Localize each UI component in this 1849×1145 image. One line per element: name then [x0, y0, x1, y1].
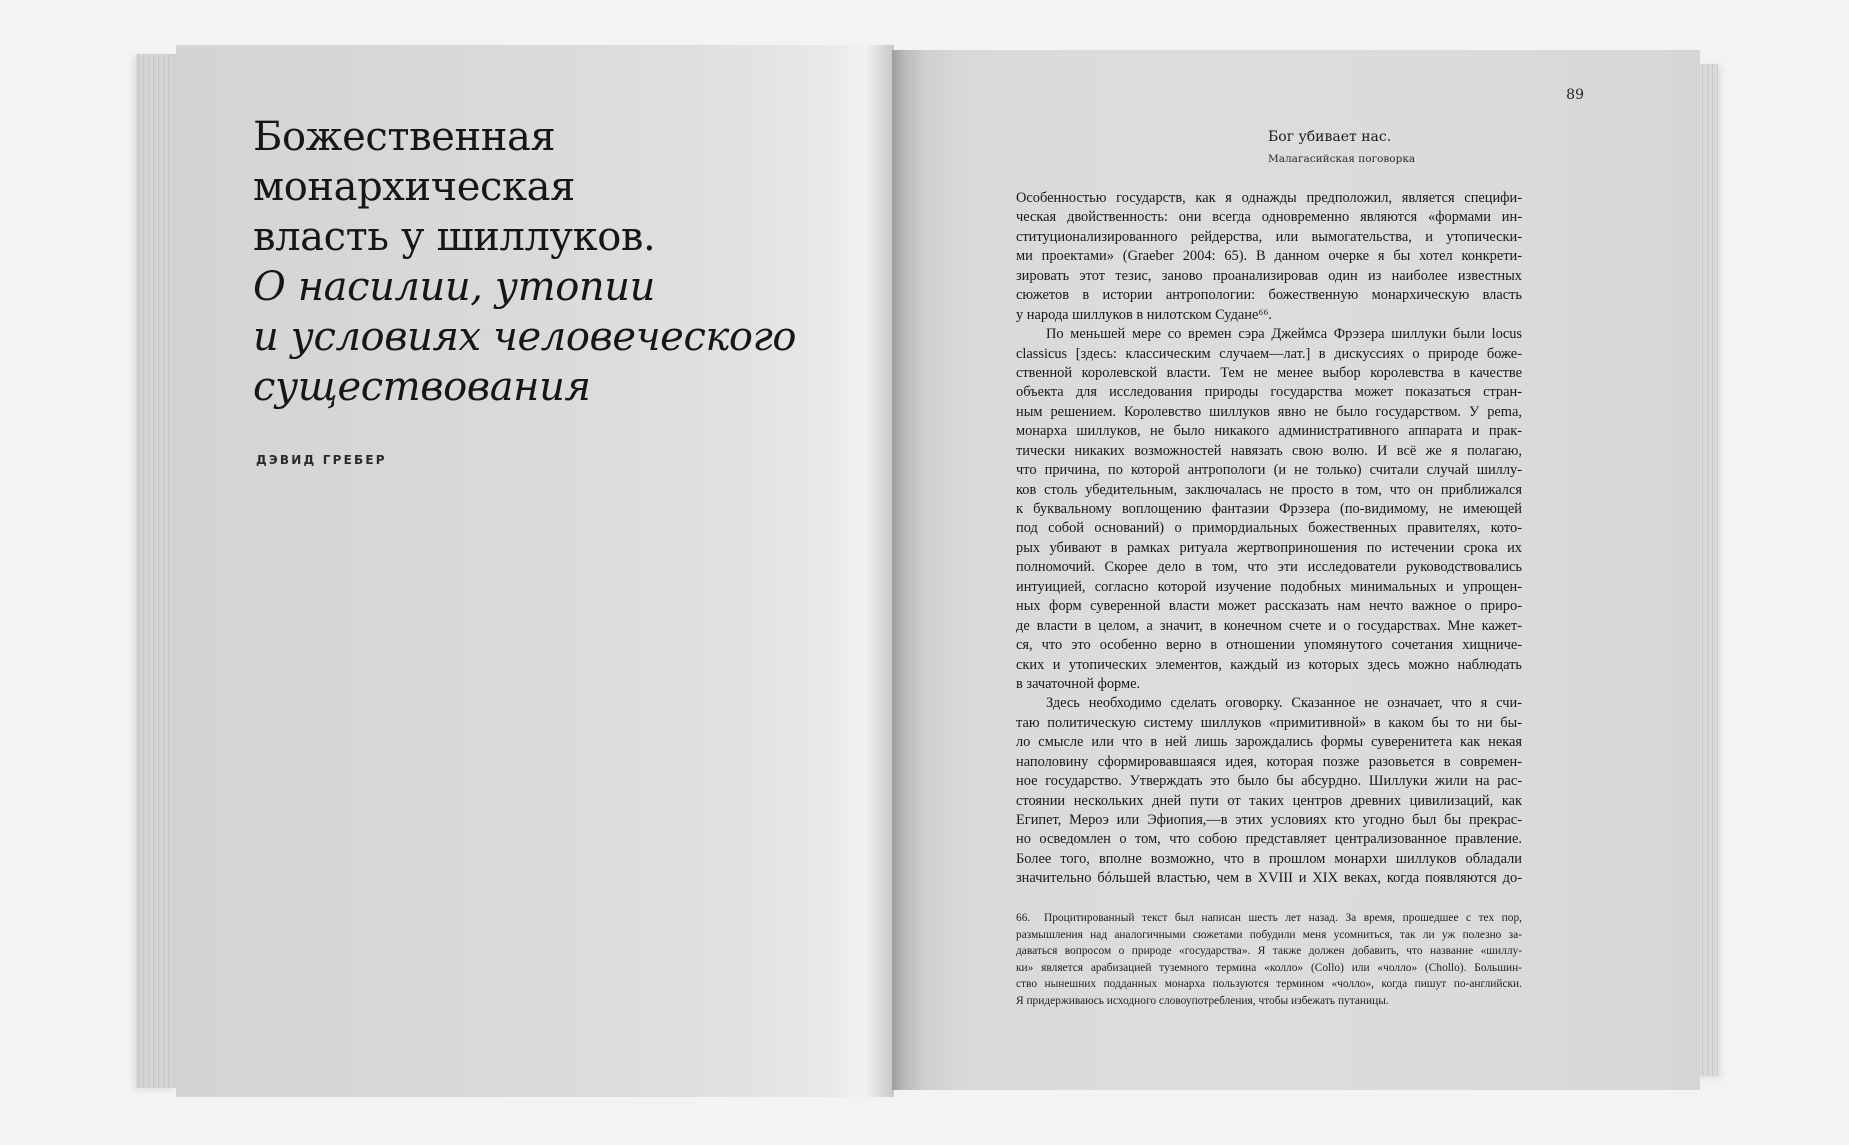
body-line: Более того, вполне возможно, что в прошлом монархи шиллуков обладали	[1016, 850, 1522, 867]
title-line: власть у шиллуков.	[253, 214, 656, 260]
body-line: объекта для исследования природы государства может показаться стран-	[1016, 384, 1522, 401]
body-line: ческая двойственность: они всегда одновременно являются «формами ин-	[1016, 209, 1522, 226]
page-edges-left	[136, 54, 178, 1088]
subtitle-line: существования	[253, 364, 591, 410]
subtitle-line: О насилии, утопии	[253, 264, 655, 310]
body-line: полномочий. Скорее дело в том, что эти исследователи руководствовались	[1016, 559, 1522, 576]
body-line: ских и утопических элементов, каждый из которых здесь можно наблюдать	[1016, 656, 1522, 673]
body-line: к буквальному воплощению фантазии Фрэзера (по-видимому, не имеющей	[1016, 501, 1522, 517]
footnote-line: ки» является арабизацией туземного термина «колло» (Collo) или «чолло» (Chollo). Большин-	[1016, 961, 1522, 974]
body-line: рых убивают в рамках ритуала жертвоприношения по истечении срока их	[1016, 539, 1522, 556]
body-line: наполовину сформировавшаяся идея, которая позже разовьется в современ-	[1016, 753, 1522, 770]
footnote-number: 66.	[1016, 912, 1031, 924]
body-line: тически никаких возможностей навязать свою волю. И всё же я полагаю,	[1016, 442, 1522, 459]
author-name: ДЭВИД ГРЕБЕР	[256, 453, 387, 467]
body-line: интуицией, согласно которой изучение подобных минимальных и упрощен-	[1016, 578, 1522, 595]
body-line: ми проектами» (Graeber 2004: 65). В данном очерке я бы хотел конкрети-	[1016, 248, 1522, 265]
body-line: ся, что это особенно верно в отношении упомянутого сочетания хищниче-	[1016, 637, 1522, 654]
body-line: Здесь необходимо сделать оговорку. Сказанное не означает, что я счи-	[1046, 695, 1522, 712]
footnote-line: размышления над аналогичными сюжетами побудили меня усомниться, так ли уж полезно за-	[1016, 928, 1522, 941]
footnote-line: ство нынешних подданных монарха пользуются термином «чолло», когда пишут по-английски.	[1016, 978, 1522, 991]
epigraph-source: Малагасийская поговорка	[1268, 153, 1416, 165]
body-line: ным решением. Королевство шиллуков явно не было государством. У реma,	[1016, 403, 1522, 420]
footnote-line	[1016, 910, 1522, 927]
body-line: ное государство. Утверждать это было бы абсурдно. Шиллуки жили на рас-	[1016, 773, 1522, 790]
body-line: под собой оснований) о примордиальных божественных правителях, кото-	[1016, 520, 1522, 537]
footnote-line: даваться вопросом о природе «государства». Я также должен добавить, что название «шиллу-	[1016, 945, 1522, 958]
page-number: 89	[1566, 87, 1584, 103]
body-line: таю политическую систему шиллуков «примитивной» в каком бы то ни бы-	[1016, 714, 1522, 731]
title-line: Божественная	[253, 114, 556, 160]
body-line: де власти в целом, а значит, в конечном счете и о государствах. Мне кажет-	[1016, 617, 1522, 634]
body-line: ституционализированного рейдерства, или вымогательства, и утопически-	[1016, 228, 1522, 245]
body-line: ных форм суверенной власти может рассказать нам нечто важное о приро-	[1016, 598, 1522, 615]
footnote	[1016, 910, 1522, 1010]
body-line: ков столь убедительным, заключалась не просто в том, что он приближался	[1016, 481, 1522, 498]
body-line: По меньшей мере со времен сэра Джеймса Фрэзера шиллуки были locus	[1046, 326, 1522, 343]
body-line: в зачаточной форме.	[1016, 675, 1141, 692]
body-line: стоянии нескольких дней пути от таких центров древних цивилизаций, как	[1016, 792, 1522, 809]
subtitle-line: и условиях человеческого	[253, 314, 797, 360]
body-line: значительно бóльшей властью, чем в XVIII и XIX веках, когда появляются до-	[1016, 870, 1522, 887]
footnote-line: Я придерживаюсь исходного словоупотребления, чтобы избежать путаницы.	[1016, 994, 1389, 1007]
footnote-line-text: Процитированный текст был написан шесть лет назад. За время, прошедшее с тех пор,	[1044, 912, 1522, 924]
body-line: зировать этот тезис, заново проанализировав один из наиболее известных	[1016, 267, 1522, 284]
body-line: ло смысле или что в ней лишь зарождались формы суверенитета как некая	[1016, 734, 1522, 751]
body-line: classicus [здесь: классическим случаем—лат.] в дискуссиях о природе боже-	[1016, 345, 1522, 362]
epigraph	[1268, 126, 1568, 168]
body-line: ственной королевской власти. Тем не менее выбор королевства в качестве	[1016, 364, 1522, 381]
body-line: Египет, Мероэ или Эфиопия,—в этих условиях кто угодно был бы прекрас-	[1016, 812, 1522, 828]
body-line: у народа шиллуков в нилотском Судане⁶⁶.	[1016, 306, 1273, 323]
body-line: монарха шиллуков, не было никакого административного аппарата и прак-	[1016, 423, 1522, 440]
body-text	[1016, 189, 1522, 889]
body-line: сюжетов в истории антропологии: божественную монархическую власть	[1016, 287, 1522, 304]
title-line: монархическая	[253, 164, 575, 210]
epigraph-text: Бог убивает нас.	[1268, 129, 1392, 145]
body-line: что причина, по которой антропологи (и не только) считали случай шиллу-	[1016, 462, 1522, 479]
body-line: Особенностью государств, как я однажды предположил, является специфи-	[1016, 190, 1522, 206]
body-line: но осведомлен о том, что собою представляет централизованное правление.	[1016, 831, 1522, 848]
chapter-title	[253, 112, 873, 412]
